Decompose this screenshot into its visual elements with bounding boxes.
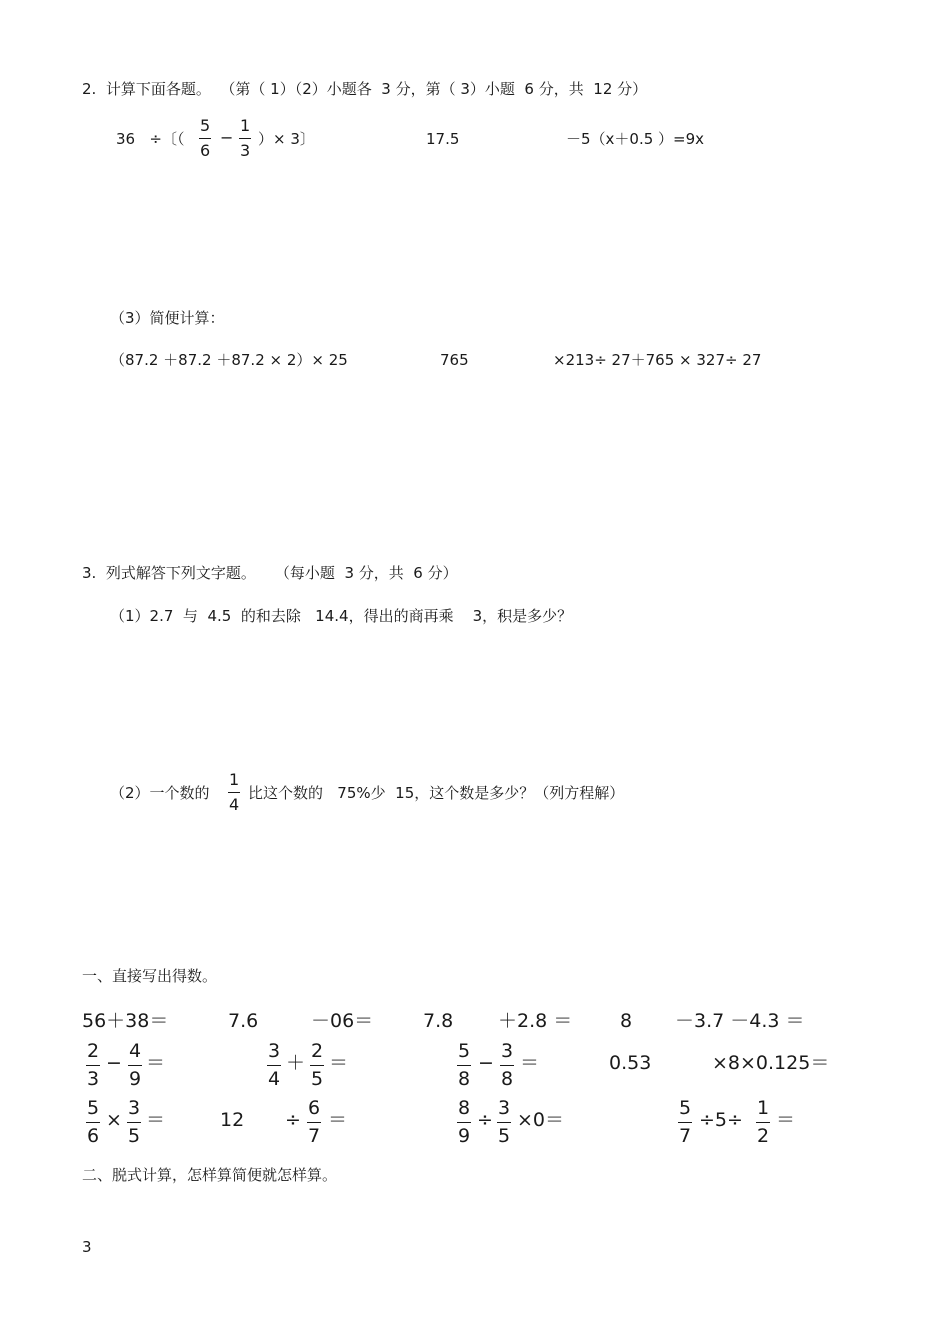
part1-row3-d-fraction-2 [756,1099,770,1146]
fraction-bar [199,138,211,139]
page-number: 3 [82,1238,92,1256]
part1-row1-item-3: －06＝ [311,1010,374,1032]
q2-expr4-part2: ×213÷ 27＋765 × 327÷ 27 [553,351,762,369]
numerator: 6 [308,1097,321,1119]
q3-problem-2-tail: 比这个数的 75%少 15，这个数是多少？（列方程解） [248,784,625,802]
part1-row2-b-fraction-2 [310,1042,324,1089]
part1-row2-a-eq: ＝ [146,1052,166,1074]
denominator: 8 [501,1068,514,1090]
part1-row2-b-op: ＋ [286,1052,306,1074]
part2-heading: 二、脱式计算，怎样算简便就怎样算。 [82,1166,338,1184]
numerator: 3 [501,1040,514,1062]
q3-problem-1: （1）2.7 与 4.5 的和去除 14.4，得出的商再乘 3，积是多少？ [110,607,573,625]
q3-problem-2-fraction [228,772,240,813]
part1-row3-c-fraction-2 [497,1099,511,1146]
numerator: 1 [229,770,240,789]
part1-row3-a-fraction-1 [86,1099,100,1146]
numerator: 3 [128,1097,141,1119]
part1-row3-c-tail: ×0＝ [517,1109,565,1131]
fraction-bar [86,1122,100,1123]
part1-row2-b-eq: ＝ [329,1052,349,1074]
part1-row1-item-6: 8 [620,1010,633,1032]
numerator: 2 [311,1040,324,1062]
denominator: 5 [311,1068,324,1090]
q2-expr2-part2: －5（x＋0.5 ）=9x [566,130,705,148]
denominator: 3 [240,141,251,160]
denominator: 9 [129,1068,142,1090]
fraction-bar [228,792,240,793]
part1-row2-b-fraction-1 [267,1042,281,1089]
part1-row2-a-fraction-1 [86,1042,100,1089]
denominator: 6 [200,141,211,160]
denominator: 7 [308,1125,321,1147]
part1-row3-c-fraction-1 [457,1099,471,1146]
denominator: 3 [87,1068,100,1090]
numerator: 4 [129,1040,142,1062]
numerator: 5 [458,1040,471,1062]
numerator: 1 [757,1097,770,1119]
part1-row1-item-5: ＋2.8 ＝ [498,1010,573,1032]
denominator: 9 [458,1125,471,1147]
fraction-bar [307,1122,321,1123]
q2-expr1-minus: − [220,128,234,147]
part1-row3-a-eq: ＝ [146,1109,166,1131]
q3-problem-2-lead: （2）一个数的 [110,784,210,802]
part1-row2-c-op: − [478,1052,494,1074]
q3-heading: 3. 列式解答下列文字题。 （每小题 3 分，共 6 分） [82,564,458,582]
numerator: 8 [458,1097,471,1119]
denominator: 5 [498,1125,511,1147]
numerator: 5 [87,1097,100,1119]
numerator: 5 [200,116,211,135]
q2-expr3: （87.2 ＋87.2 ＋87.2 × 2）× 25 [110,351,348,369]
numerator: 3 [498,1097,511,1119]
fraction-bar [267,1065,281,1066]
q2-expr1-lead: 36 ÷〔（ [116,130,185,148]
denominator: 4 [229,795,240,814]
part1-row3-a-op: × [106,1109,122,1131]
fraction-bar [86,1065,100,1066]
part1-row2-a-fraction-2 [128,1042,142,1089]
numerator: 3 [268,1040,281,1062]
part1-row3-b-eq: ＝ [328,1109,348,1131]
fraction-bar [310,1065,324,1066]
part1-row3-d-eq: ＝ [776,1109,796,1131]
q2-sub3-label: （3）简便计算： [110,309,225,327]
part1-row2-c-fraction-1 [457,1042,471,1089]
q2-expr2-part1: 17.5 [426,130,460,148]
fraction-bar [128,1065,142,1066]
fraction-bar [756,1122,770,1123]
part1-row1-item-4: 7.8 [423,1010,454,1032]
part1-row1-item-7: －3.7 －4.3 ＝ [675,1010,805,1032]
q2-heading: 2. 计算下面各题。 （第（ 1）（2）小题各 3 分，第（ 3）小题 6 分，共 12 分） [82,80,648,98]
denominator: 7 [679,1125,692,1147]
part1-row3-c-op: ÷ [477,1109,493,1131]
part1-row1-item-2: 7.6 [228,1010,259,1032]
part1-row2-d-part2: ×8×0.125＝ [712,1052,830,1074]
denominator: 5 [128,1125,141,1147]
part1-row1-item-1: 56＋38＝ [82,1010,169,1032]
fraction-bar [457,1065,471,1066]
part1-row3-b-op: ÷ [285,1109,301,1131]
part1-row2-a-op: − [106,1052,122,1074]
q2-expr4-part1: 765 [440,351,469,369]
part1-row3-a-fraction-2 [127,1099,141,1146]
fraction-bar [239,138,251,139]
part1-heading: 一、直接写出得数。 [82,967,218,985]
part1-row3-b-part1: 12 [220,1109,245,1131]
q2-expr1-fraction-2 [239,118,251,159]
denominator: 4 [268,1068,281,1090]
part1-row2-c-fraction-2 [500,1042,514,1089]
q2-expr1-tail: ）× 3〕 [258,130,315,148]
numerator: 2 [87,1040,100,1062]
part1-row2-d-part1: 0.53 [609,1052,652,1074]
part1-row2-c-eq: ＝ [520,1052,540,1074]
part1-row3-d-fraction-1 [678,1099,692,1146]
fraction-bar [457,1122,471,1123]
part1-row3-b-fraction [307,1099,321,1146]
numerator: 5 [679,1097,692,1119]
denominator: 8 [458,1068,471,1090]
fraction-bar [127,1122,141,1123]
fraction-bar [678,1122,692,1123]
part1-row3-d-mid: ÷5÷ [699,1109,743,1131]
q2-expr1-fraction-1 [199,118,211,159]
fraction-bar [497,1122,511,1123]
numerator: 1 [240,116,251,135]
denominator: 2 [757,1125,770,1147]
denominator: 6 [87,1125,100,1147]
fraction-bar [500,1065,514,1066]
